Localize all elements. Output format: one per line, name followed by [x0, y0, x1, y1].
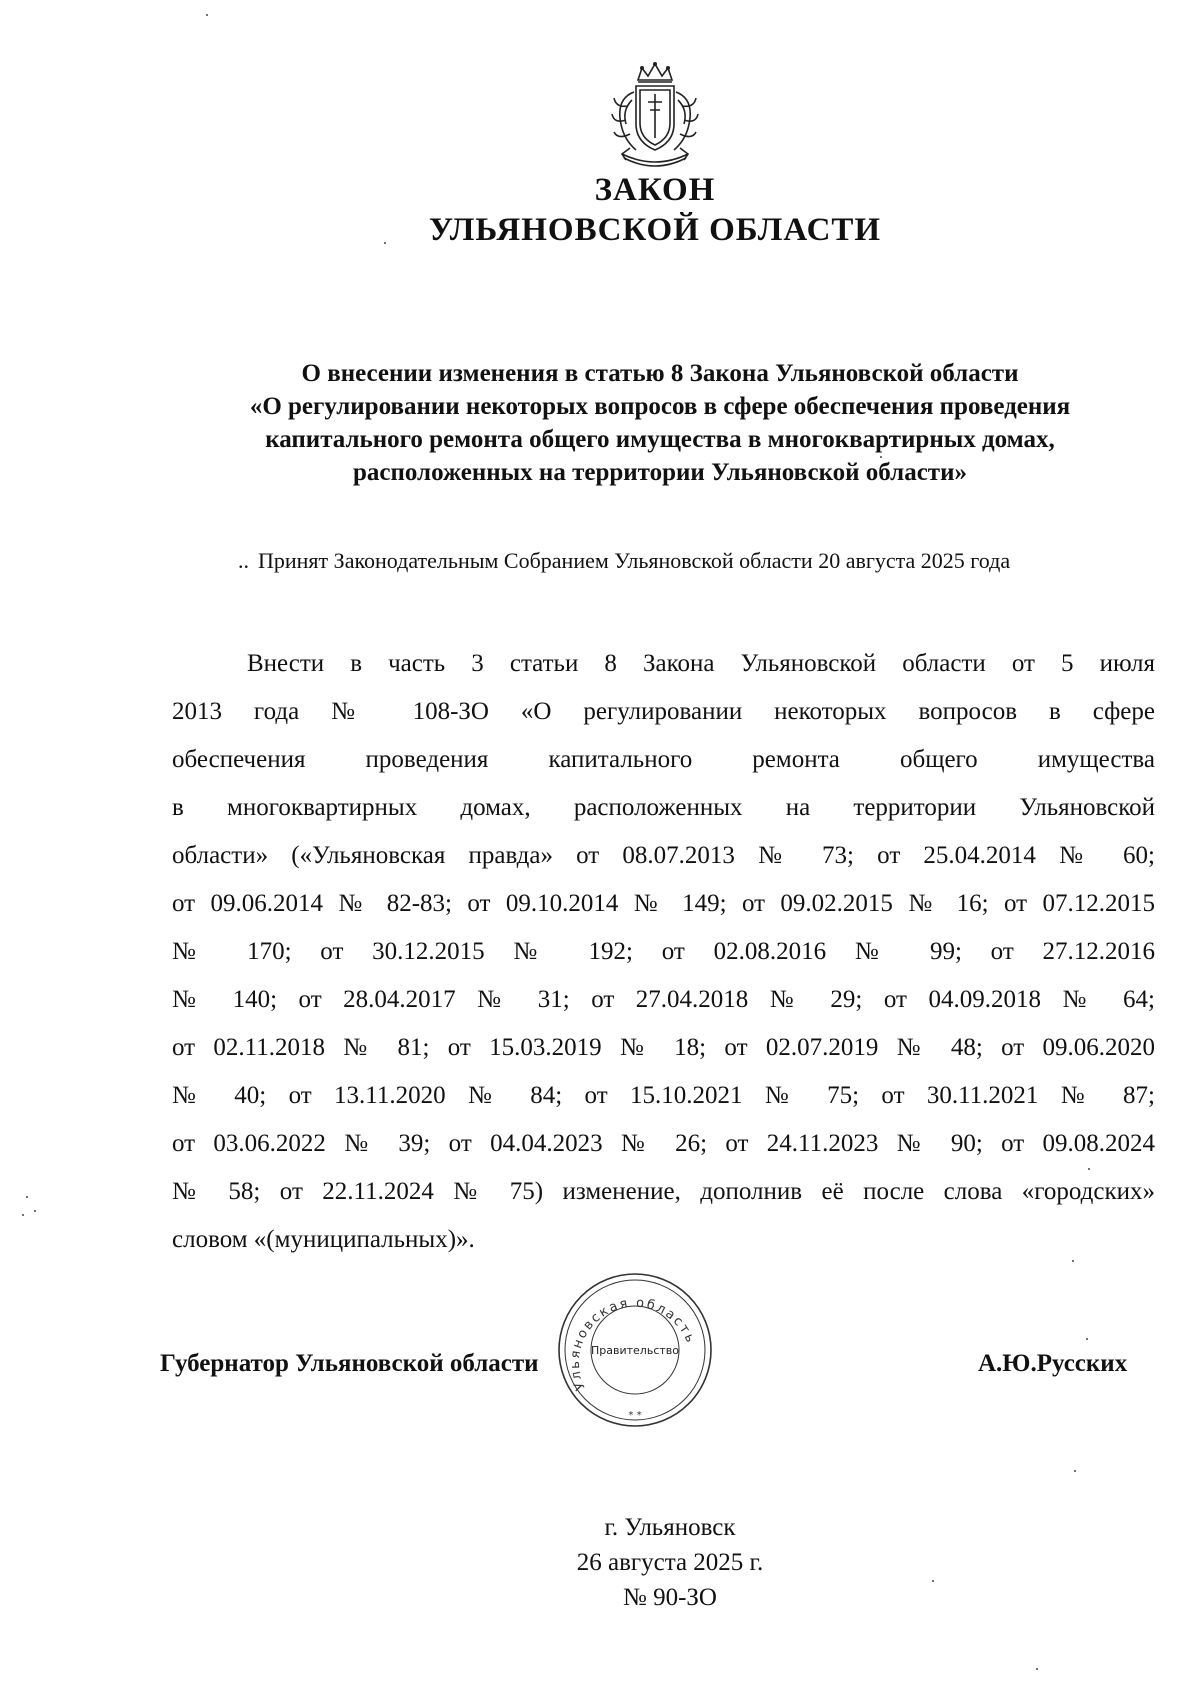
- adoption-note: Принят Законодательным Собранием Ульяновской области 20 августа 2025 года: [258, 548, 1011, 573]
- scan-speck: [34, 1210, 36, 1212]
- body-line: области» («Ульяновская правда» от 08.07.2013 № 73; от 25.04.2014 № 60;: [172, 842, 1155, 869]
- subject-line: «О регулировании некоторых вопросов в сфере обеспечения проведения: [249, 393, 1071, 420]
- body-line: 2013 года № 108-ЗО «О регулировании некоторых вопросов в сфере: [172, 698, 1155, 725]
- law-subject: [180, 357, 1140, 489]
- scan-speck: [1036, 1668, 1038, 1670]
- body-line: от 03.06.2022 № 39; от 04.04.2023 № 26; от 24.11.2023 № 90; от 09.08.2024: [172, 1130, 1155, 1157]
- scan-dots: ..: [238, 548, 249, 573]
- scan-speck: [1074, 1470, 1076, 1472]
- scan-speck: [206, 14, 208, 16]
- svg-text:* *: * *: [628, 1410, 642, 1421]
- law-title: ЗАКОН: [594, 172, 716, 208]
- scan-speck: [880, 456, 882, 458]
- coat-of-arms-emblem: [596, 58, 714, 176]
- scan-speck: [932, 1580, 934, 1582]
- subject-line: расположенных на территории Ульяновской области»: [352, 459, 967, 486]
- body-line: от 09.06.2014 № 82-83; от 09.10.2014 № 149; от 09.02.2015 № 16; от 07.12.2015: [172, 890, 1155, 917]
- official-stamp: [555, 1270, 715, 1430]
- stamp-arc-text: Ульяновская область: [567, 1295, 699, 1393]
- body-line: № 170; от 30.12.2015 № 192; от 02.08.2016 № 99; от 27.12.2016: [172, 938, 1155, 965]
- stamp-center-text: Правительство: [591, 1344, 679, 1357]
- governor-title: Губернатор Ульяновской области: [160, 1350, 539, 1377]
- signing-date: 26 августа 2025 г.: [576, 1549, 764, 1576]
- subject-line: капитального ремонта общего имущества в многоквартирных домах,: [265, 426, 1055, 453]
- city: г. Ульяновск: [604, 1514, 736, 1541]
- body-line: № 140; от 28.04.2017 № 31; от 27.04.2018 № 29; от 04.09.2018 № 64;: [172, 986, 1155, 1013]
- law-number: № 90-ЗО: [622, 1584, 717, 1611]
- scan-speck: [22, 1214, 24, 1216]
- governor-name: А.Ю.Русских: [978, 1350, 1128, 1377]
- scan-speck: [384, 242, 386, 244]
- scan-speck: [26, 1196, 28, 1198]
- body-line: № 40; от 13.11.2020 № 84; от 15.10.2021 № 75; от 30.11.2021 № 87;: [172, 1082, 1155, 1109]
- subject-line: О внесении изменения в статью 8 Закона Ульяновской области: [301, 360, 1019, 387]
- body-line: в многоквартирных домах, расположенных на территории Ульяновской: [172, 794, 1155, 821]
- region-title: УЛЬЯНОВСКОЙ ОБЛАСТИ: [428, 212, 882, 248]
- body-line: словом «(муниципальных)».: [172, 1226, 475, 1253]
- scan-speck: [1072, 1260, 1074, 1262]
- body-line: Внести в часть 3 статьи 8 Закона Ульяновской области от 5 июля: [247, 650, 1155, 677]
- body-line: от 02.11.2018 № 81; от 15.03.2019 № 18; от 02.07.2019 № 48; от 09.06.2020: [172, 1034, 1155, 1061]
- body-line: № 58; от 22.11.2024 № 75) изменение, дополнив её после слова «городских»: [172, 1178, 1155, 1205]
- scan-speck: [1086, 1338, 1088, 1340]
- scan-speck: [1088, 1168, 1090, 1170]
- body-line: обеспечения проведения капитального ремонта общего имущества: [172, 746, 1155, 773]
